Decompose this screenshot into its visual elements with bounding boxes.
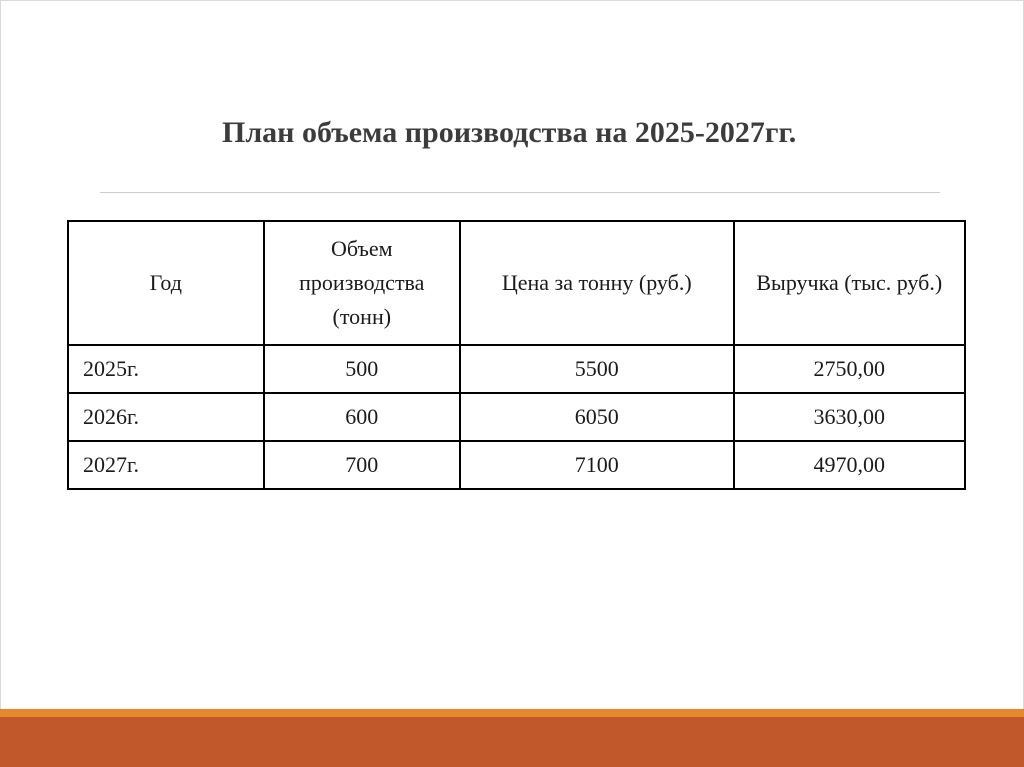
cell-price: 5500 [460, 345, 734, 393]
table-row [68, 345, 965, 393]
cell-revenue: 2750,00 [734, 345, 965, 393]
header-year: Год [68, 221, 264, 345]
cell-year: 2026г. [68, 393, 264, 441]
table-row [68, 393, 965, 441]
cell-volume: 600 [264, 393, 460, 441]
cell-year: 2025г. [68, 345, 264, 393]
slide-title: План объема производства на 2025-2027гг. [222, 116, 797, 149]
cell-volume: 500 [264, 345, 460, 393]
cell-revenue: 4970,00 [734, 441, 965, 489]
production-plan-table [67, 220, 966, 490]
cell-year: 2027г. [68, 441, 264, 489]
table-row [68, 441, 965, 489]
cell-price: 6050 [460, 393, 734, 441]
header-revenue: Выручка (тыс. руб.) [734, 221, 965, 345]
cell-price: 7100 [460, 441, 734, 489]
footer-accent-band [0, 717, 1024, 767]
header-price: Цена за тонну (руб.) [460, 221, 734, 345]
table-header-row [68, 221, 965, 345]
cell-revenue: 3630,00 [734, 393, 965, 441]
footer-accent-line [0, 709, 1024, 717]
header-volume: Объем производства (тонн) [264, 221, 460, 345]
title-divider [100, 192, 940, 193]
cell-volume: 700 [264, 441, 460, 489]
